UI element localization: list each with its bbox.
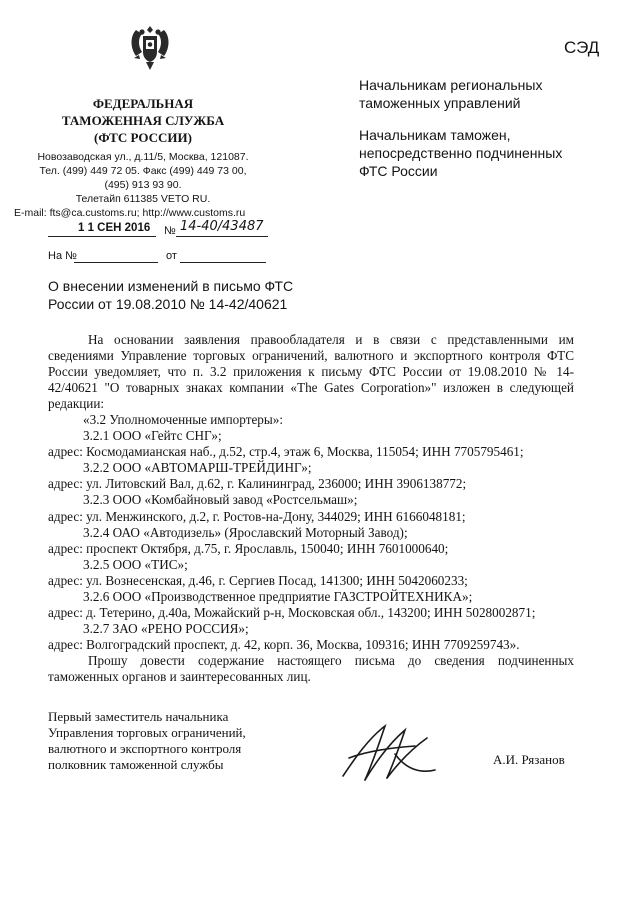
from-label: от — [166, 250, 177, 262]
number-underline — [176, 236, 268, 237]
recipient-line: таможенных управлений — [359, 95, 521, 111]
from-underline — [180, 262, 266, 263]
coat-of-arms-emblem — [128, 22, 172, 74]
recipient-group-customs — [359, 126, 562, 180]
recipient-group-regional — [359, 76, 542, 112]
recipient-line: ФТС России — [359, 163, 438, 179]
importer-address: адрес: ул. Менжинского, д.2, г. Ростов-на-Дону, 344029; ИНН 6166048181; — [48, 508, 466, 524]
importer-name: 3.2.5 ООО «ТИС»; — [83, 556, 188, 572]
letter-body — [48, 332, 574, 685]
address-line: Новозаводская ул., д.11/5, Москва, 121087. — [37, 151, 249, 163]
importer-address: адрес: д. Тетерино, д.40а, Можайский р-н, Московская обл., 143200; ИНН 5028002871; — [48, 604, 536, 620]
org-line: ТАМОЖЕННАЯ СЛУЖБА — [61, 113, 225, 128]
letter-subject — [48, 277, 348, 313]
email-line: E-mail: fts@ca.customs.ru; http://www.customs.ru — [14, 207, 246, 219]
organization-name — [20, 95, 266, 146]
importer-address: адрес: ул. Литовский Вал, д.62, г. Калининград, 236000; ИНН 3906138772; — [48, 476, 467, 492]
address-line: Телетайп 611385 VETO RU. — [75, 193, 211, 205]
number-label: № — [164, 225, 176, 237]
signer-title-line: полковник таможенной службы — [48, 757, 224, 772]
subject-line: О внесении изменений в письмо ФТС — [48, 278, 294, 294]
org-line: ФЕДЕРАЛЬНАЯ — [92, 96, 194, 111]
signer-title-line: Первый заместитель начальника — [48, 709, 229, 724]
importer-name: 3.2.4 ОАО «Автодизель» (Ярославский Моторный Завод); — [83, 524, 408, 540]
registration-date: 1 1 СЕН 2016 — [78, 222, 151, 234]
importer-name: 3.2.6 ООО «Производственное предприятие ГАЗСТРОЙТЕХНИКА»; — [83, 588, 473, 604]
importer-address: адрес: проспект Октября, д.75, г. Ярославль, 150040; ИНН 7601000640; — [48, 540, 449, 556]
recipient-line: Начальникам таможен, — [359, 127, 511, 143]
subject-line: России от 19.08.2010 № 14-42/40621 — [48, 296, 288, 312]
recipient-line: Начальникам региональных — [359, 77, 543, 93]
closing-paragraph: Прошу довести содержание настоящего письма до сведения подчиненных таможенных органов и заинтересованных лиц. — [48, 652, 574, 684]
importer-name: 3.2.3 ООО «Комбайновый завод «Ростсельмаш»; — [83, 492, 358, 508]
address-line: Тел. (499) 449 72 05. Факс (499) 449 73 00, — [39, 165, 247, 177]
importer-address: адрес: Космодамианская наб., д.52, стр.4, этаж 6, Москва, 115054; ИНН 7705795461; — [48, 444, 524, 460]
importer-address: адрес: Волгоградский проспект, д. 42, корп. 36, Москва, 109316; ИНН 7709259743». — [48, 636, 520, 652]
intro-paragraph: На основании заявления правообладателя и в связи с представленными им сведениями Управление торговых ограничений, валютного и экспортного контроля ФТС России уведомляет, что п. 3.2 приложения к письму ФТС России от 19.08.2010 № 14-42/40621 "О товарных знаках компании «The Gates Corporation»" изложен в следующей редакции: — [48, 332, 574, 412]
address-line: (495) 913 93 90. — [104, 179, 182, 191]
org-line: (ФТС РОССИИ) — [94, 130, 192, 145]
registration-number: 14-40/43487 — [180, 219, 264, 234]
section-heading: «3.2 Уполномоченные импортеры»: — [83, 412, 284, 428]
organization-address — [14, 150, 266, 220]
signer-title — [48, 709, 246, 773]
ref-label: На № — [48, 250, 77, 262]
handwritten-signature — [335, 718, 445, 788]
importer-address: адрес: ул. Вознесенская, д.46, г. Сергиев Посад, 141300; ИНН 5042060233; — [48, 572, 468, 588]
date-underline — [48, 236, 156, 237]
importer-name: 3.2.7 ЗАО «РЕНО РОССИЯ»; — [83, 620, 249, 636]
signer-title-line: Управления торговых ограничений, — [48, 725, 246, 740]
importer-name: 3.2.2 ООО «АВТОМАРШ-ТРЕЙДИНГ»; — [83, 460, 312, 476]
sed-mark: СЭД — [564, 38, 600, 57]
recipient-line: непосредственно подчиненных — [359, 145, 563, 161]
signer-title-line: валютного и экспортного контроля — [48, 741, 242, 756]
signer-name: А.И. Рязанов — [493, 752, 565, 767]
importer-name: 3.2.1 ООО «Гейтс СНГ»; — [83, 428, 222, 444]
ref-underline — [74, 262, 158, 263]
